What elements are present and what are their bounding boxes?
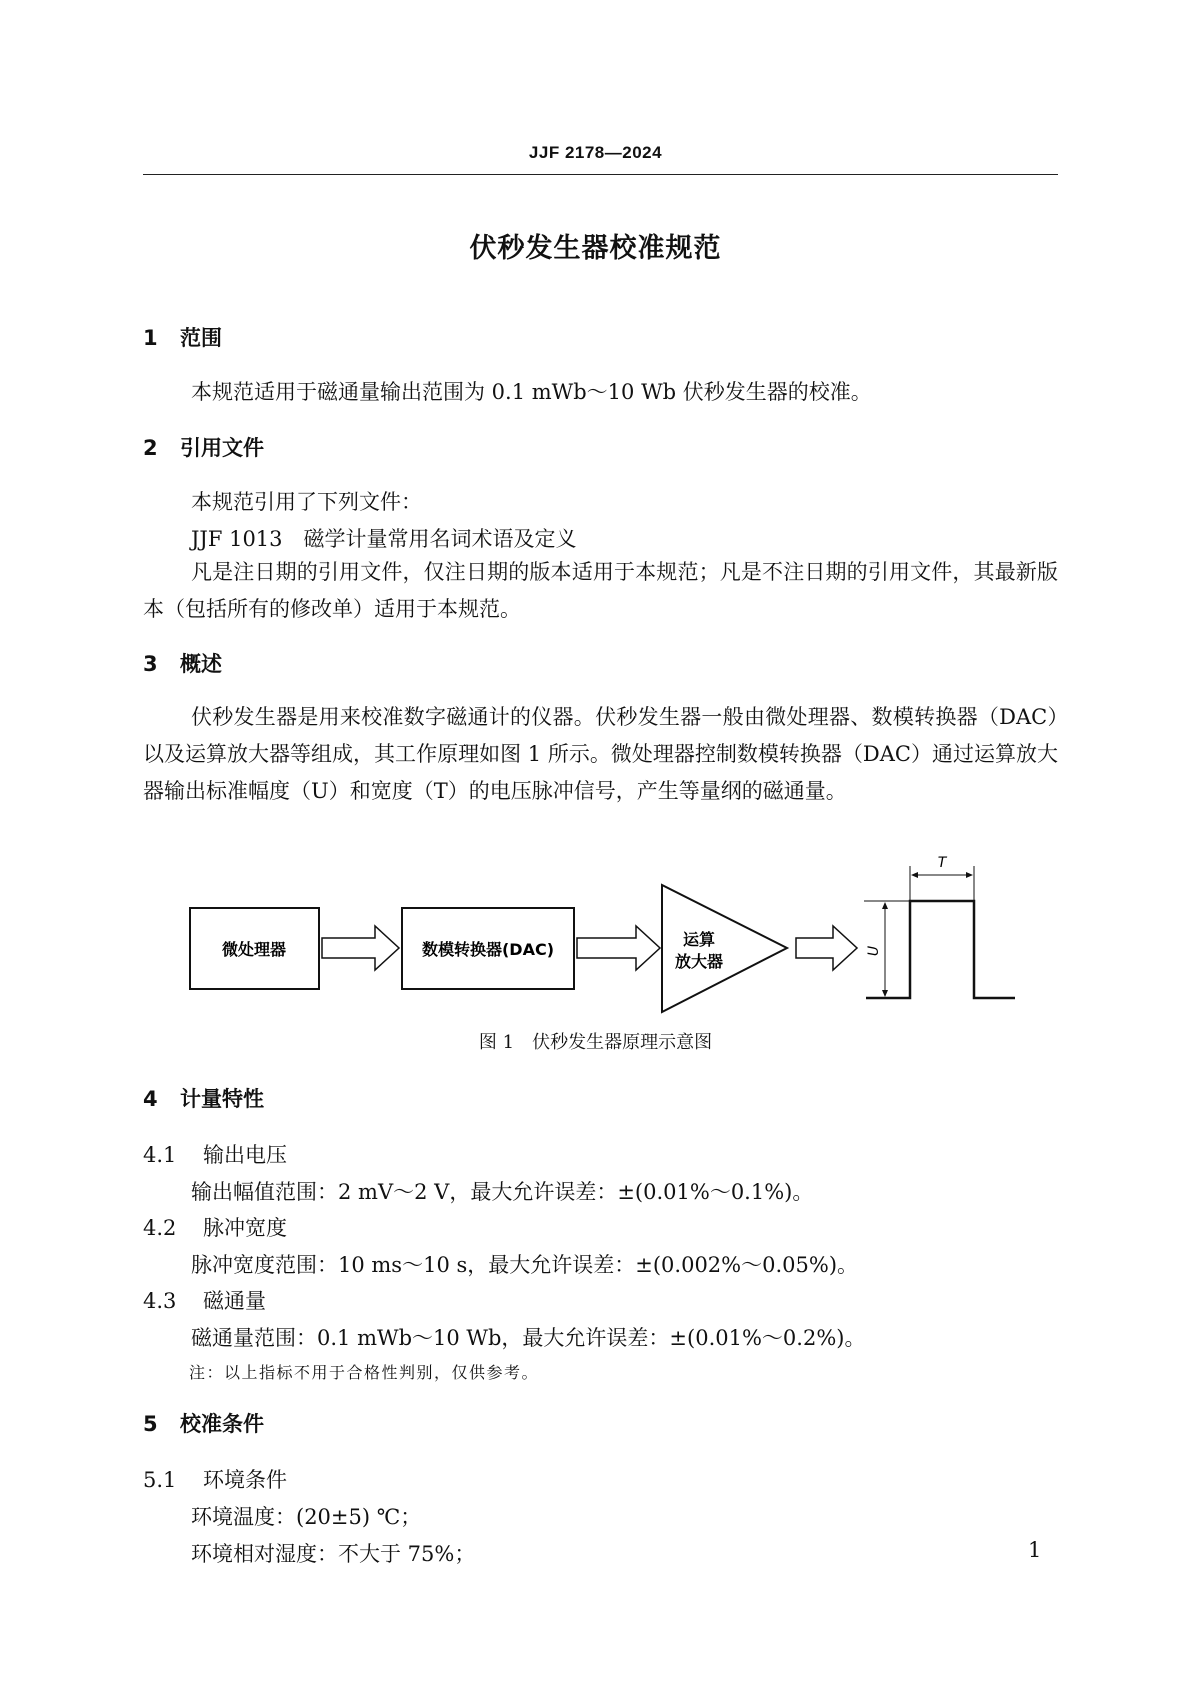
temperature-line: 环境温度：(20±5) ℃； [191, 1505, 422, 1529]
section-2-heading [143, 432, 264, 462]
width-label: T [937, 855, 947, 871]
arrow-1 [322, 926, 399, 970]
subsection-title: 环境条件 [203, 1468, 287, 1492]
subsection-title: 输出电压 [203, 1143, 287, 1167]
subsection-number: 4.2 [143, 1216, 177, 1240]
arrow-3 [796, 926, 857, 970]
arrow-2 [577, 926, 660, 970]
subsection-number: 4.3 [143, 1289, 177, 1313]
caption-text: 伏秒发生器原理示意图 [532, 1032, 713, 1053]
section-2-reference: JJF 1013 磁学计量常用名词术语及定义 [191, 527, 577, 551]
subsection-4-1-heading [143, 1139, 287, 1169]
amplifier-block [662, 885, 787, 1012]
subsection-5-1-heading [143, 1464, 287, 1494]
figure-1-diagram [0, 850, 1191, 1050]
section-3-heading [143, 648, 222, 678]
dac-label: 数模转换器(DAC) [421, 940, 555, 959]
section-number: 1 [143, 326, 158, 350]
subsection-4-2-heading [143, 1212, 287, 1242]
width-arrow-right [966, 872, 973, 878]
figure-1-caption [0, 1028, 1191, 1054]
section-2-paragraph: 凡是注日期的引用文件，仅注日期的版本适用于本规范；凡是不注日期的引用文件，其最新版本（包括所有的修改单）适用于本规范。 [143, 560, 1058, 621]
amp-label-line2: 放大器 [674, 952, 724, 971]
subsection-number: 4.1 [143, 1143, 177, 1167]
section-title: 计量特性 [180, 1087, 264, 1111]
section-4-note: 注：以上指标不用于合格性判别，仅供参考。 [189, 1363, 540, 1382]
subsection-title: 磁通量 [203, 1289, 266, 1313]
humidity-line: 环境相对湿度：不大于 75%； [191, 1542, 476, 1566]
section-5-heading [143, 1408, 264, 1438]
amplitude-arrow-top [882, 902, 888, 909]
section-1-text: 本规范适用于磁通量输出范围为 0.1 mWb～10 Wb 伏秒发生器的校准。 [191, 380, 872, 404]
subsection-4-3-heading [143, 1285, 266, 1315]
section-4-heading [143, 1083, 264, 1113]
section-title: 校准条件 [180, 1412, 264, 1436]
section-title: 范围 [180, 326, 222, 350]
mcu-label: 微处理器 [221, 940, 287, 959]
section-number: 2 [143, 436, 158, 460]
subsection-4-2-text: 脉冲宽度范围：10 ms～10 s，最大允许误差：±(0.002%～0.05%)。 [191, 1253, 859, 1277]
header-rule [143, 174, 1058, 175]
amp-label-line1: 运算 [682, 930, 716, 949]
subsection-4-1-text: 输出幅值范围：2 mV～2 V，最大允许误差：±(0.01%～0.1%)。 [191, 1180, 814, 1204]
amplitude-arrow-bottom [882, 990, 888, 997]
running-header: JJF 2178—2024 [528, 143, 663, 162]
subsection-number: 5.1 [143, 1468, 177, 1492]
caption-number: 图 1 [478, 1032, 515, 1053]
section-number: 3 [143, 652, 158, 676]
section-title: 概述 [180, 652, 222, 676]
pulse-waveform [866, 901, 1015, 998]
section-number: 4 [143, 1087, 158, 1111]
section-2-intro: 本规范引用了下列文件： [191, 490, 422, 514]
section-3-paragraph: 伏秒发生器是用来校准数字磁通计的仪器。伏秒发生器一般由微处理器、数模转换器（DAC）以及运算放大器等组成，其工作原理如图 1 所示。微处理器控制数模转换器（DAC）通过运算放大器输出标准幅度（U）和宽度（T）的电压脉冲信号，产生等量纲的磁通量。 [143, 705, 1058, 803]
document-title: 伏秒发生器校准规范 [469, 233, 722, 264]
section-number: 5 [143, 1412, 158, 1436]
amplitude-label: U [866, 945, 882, 957]
page-number: 1 [1028, 1538, 1042, 1562]
subsection-title: 脉冲宽度 [203, 1216, 287, 1240]
width-arrow-left [911, 872, 918, 878]
section-1-heading [143, 322, 222, 352]
section-title: 引用文件 [180, 436, 264, 460]
subsection-4-3-text: 磁通量范围：0.1 mWb～10 Wb，最大允许误差：±(0.01%～0.2%)。 [191, 1326, 866, 1350]
